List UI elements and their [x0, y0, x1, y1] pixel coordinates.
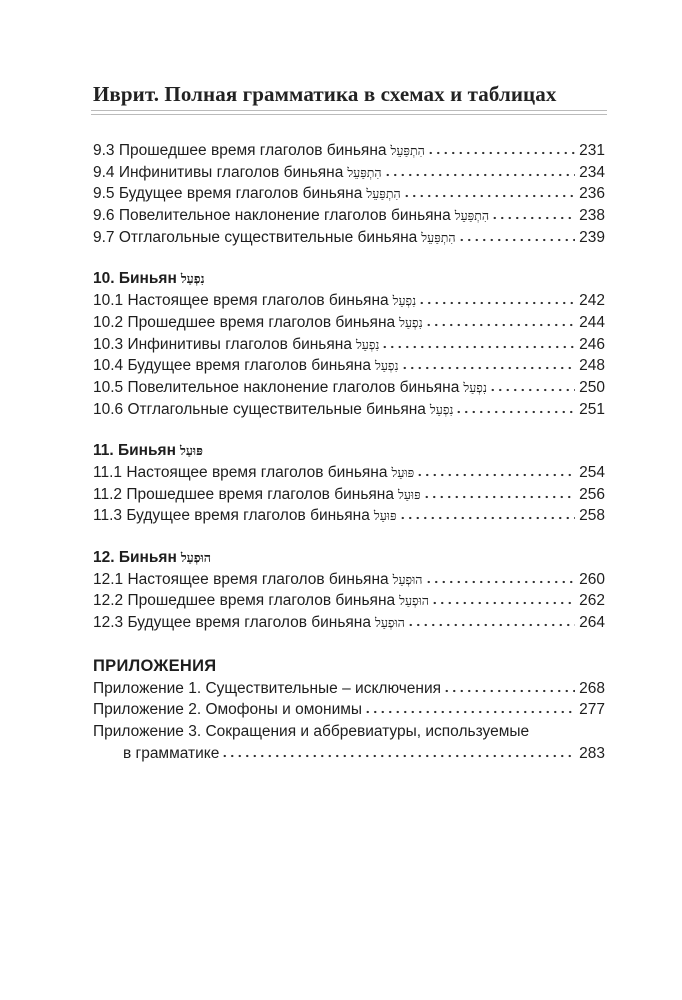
leader-dots [443, 685, 575, 693]
toc-entry-label: 9.4 Инфинитивы глаголов биньяна [93, 163, 344, 181]
toc-entry-label-wrap [93, 183, 401, 205]
leader-dots [364, 706, 575, 714]
toc-entry-page: 254 [579, 463, 605, 481]
toc-section [93, 654, 605, 765]
toc-entry-hebrew: נִפְעַל [429, 401, 454, 417]
section-heading [93, 654, 605, 678]
toc-entry[interactable] [93, 721, 605, 743]
toc-entry-label: Приложение 2. Омофоны и омонимы [93, 701, 363, 719]
leader-dots [416, 469, 575, 477]
toc-section [93, 268, 605, 420]
toc-entry-hebrew: הִתְפַּעֵל [366, 186, 401, 202]
toc-section [93, 140, 605, 248]
toc-entry-label: 9.7 Отглагольные существительные биньяна [93, 228, 418, 246]
toc-entry-label: 10.1 Настоящее время глаголов биньяна [93, 292, 389, 310]
toc-entry-hebrew: הוּפְעַל [375, 615, 405, 631]
toc-entry-page: 277 [579, 701, 605, 719]
toc-entry-page: 258 [579, 507, 605, 525]
toc-entry-label-wrap [93, 590, 429, 612]
toc-entry-page: 242 [579, 292, 605, 310]
section-heading [93, 440, 605, 462]
toc-entry-label: 12.3 Будущее время глаголов биньяна [93, 614, 371, 632]
toc-entry-label: 12.1 Настоящее время глаголов биньяна [93, 570, 389, 588]
toc-entry-page: 268 [579, 679, 605, 697]
toc-entry[interactable] [93, 334, 605, 356]
leader-dots [458, 234, 575, 242]
toc-entry-label: 11.2 Прошедшее время глаголов биньяна [93, 485, 394, 503]
toc-entry-label-wrap [93, 227, 456, 249]
toc-entry-hebrew: נִפְעַל [399, 314, 423, 330]
toc-entry-label: 10.2 Прошедшее время глаголов биньяна [93, 313, 396, 331]
leader-dots [401, 362, 575, 370]
toc-entry-label: Приложение 1. Существительные – исключения [93, 679, 442, 697]
toc-entry[interactable] [93, 290, 605, 312]
toc-entry-label-wrap [93, 569, 423, 591]
toc-entry-label: 9.3 Прошедшее время глаголов биньяна [93, 142, 387, 159]
toc-entry-page: 244 [579, 313, 605, 331]
toc-entry-page: 256 [579, 485, 605, 503]
toc-entry-label-wrap [93, 484, 421, 506]
toc-entry-label: 12.2 Прошедшее время глаголов биньяна [93, 592, 396, 610]
section-heading-hebrew: הוּפְעַל [180, 550, 211, 565]
toc-entry-hebrew: הִתְפַּעֵל [421, 229, 456, 245]
leader-dots [418, 297, 575, 305]
leader-dots [221, 750, 575, 758]
toc-entry[interactable] [93, 678, 605, 700]
toc-entry-label: 11.1 Настоящее время глаголов биньяна [93, 463, 388, 481]
toc-entry-label-wrap [93, 399, 453, 421]
section-heading [93, 268, 605, 290]
leader-dots [425, 576, 576, 584]
leader-dots [489, 384, 575, 392]
toc-entry-page: 260 [579, 570, 605, 588]
toc-entry-label-wrap [93, 743, 219, 765]
toc-entry[interactable] [93, 312, 605, 334]
toc-entry[interactable] [93, 399, 605, 421]
toc-entry-hebrew: נִפְעַל [355, 336, 380, 352]
leader-dots [431, 597, 575, 605]
toc-entry[interactable] [93, 612, 605, 634]
toc-entry-page: 264 [579, 614, 605, 632]
header-rule-top [91, 110, 607, 111]
toc-section [93, 440, 605, 527]
toc-entry-label-wrap [93, 312, 423, 334]
toc-entry[interactable] [93, 355, 605, 377]
leader-dots [427, 147, 575, 155]
section-heading-label: 12. Биньян [93, 549, 177, 566]
toc-entry[interactable] [93, 505, 605, 527]
toc-entry[interactable] [93, 699, 605, 721]
section-heading-label: ПРИЛОЖЕНИЯ [93, 656, 217, 675]
toc-entry[interactable] [93, 590, 605, 612]
leader-dots [403, 190, 575, 198]
toc-entry-hebrew: הִתְפַּעֵל [454, 208, 490, 224]
leader-dots [399, 512, 575, 520]
section-heading-hebrew: פּוּעַל [179, 443, 203, 459]
toc-entry-label: 11.3 Будущее время глаголов биньяна [93, 507, 370, 525]
section-heading-hebrew: נִפְעַל [180, 271, 205, 287]
leader-dots [455, 406, 575, 414]
toc-entry-label: 10.5 Повелительное наклонение глаголов биньяна [93, 378, 460, 396]
toc-entry[interactable] [93, 743, 605, 765]
toc-entry-hebrew: נִפְעַל [375, 358, 399, 374]
leader-dots [381, 341, 575, 349]
toc-entry-hebrew: הוּפְעַל [399, 593, 429, 609]
toc-entry-page: 236 [579, 185, 605, 203]
toc-entry-label: 9.5 Будущее время глаголов биньяна [93, 185, 363, 203]
toc-entry[interactable] [93, 162, 605, 184]
toc-entry-label-wrap [93, 290, 416, 312]
toc-entry-label: 9.6 Повелительное наклонение глаголов биньяна [93, 207, 451, 225]
toc-entry-label-wrap [93, 699, 362, 721]
toc-entry-label-wrap [93, 678, 441, 700]
toc-section [93, 547, 605, 634]
header-rule-bottom [91, 114, 607, 115]
toc-entry-hebrew: הִתְפַּעֵל [347, 164, 382, 180]
leader-dots [491, 212, 575, 220]
toc-entry-page: 246 [579, 335, 605, 353]
toc-entry[interactable] [93, 462, 605, 484]
running-header-title: Иврит. Полная грамматика в схемах и таблицах [93, 82, 557, 106]
toc-entry-label: Приложение 3. Сокращения и аббревиатуры, используемые [93, 723, 530, 741]
toc-entry-hebrew: פּוּעַל [373, 508, 397, 524]
section-heading [93, 547, 605, 569]
toc-entry-label: 10.3 Инфинитивы глаголов биньяна [93, 335, 352, 353]
toc-entry-page: 283 [579, 744, 605, 762]
toc-entry-hebrew: נִפְעַל [392, 293, 417, 309]
section-heading-label: 10. Биньян [93, 270, 177, 288]
toc-entry-label-wrap [93, 377, 487, 399]
toc-entry-hebrew: נִפְעַל [463, 379, 487, 395]
leader-dots [423, 491, 575, 499]
toc-entry-page: 239 [579, 228, 605, 246]
toc-entry-label-wrap [93, 612, 405, 634]
leader-dots [425, 319, 575, 327]
toc-entry-hebrew: פּוּעַל [391, 464, 415, 480]
toc-entry-label-wrap [93, 205, 489, 227]
toc-entry[interactable] [93, 227, 605, 249]
section-heading-label: 11. Биньян [93, 442, 176, 460]
toc-entry-page: 238 [579, 207, 605, 225]
toc-entry[interactable] [93, 205, 605, 227]
leader-dots [407, 619, 575, 627]
toc-entry-label-wrap [93, 505, 397, 527]
toc-entry-hebrew: הוּפְעַל [392, 571, 423, 587]
toc-entry-page: 234 [579, 163, 605, 181]
toc-entry-page: 250 [579, 378, 605, 396]
toc-entry-label-wrap [93, 334, 379, 356]
toc-entry-hebrew: פּוּעַל [397, 486, 421, 502]
table-of-contents [93, 140, 605, 785]
toc-entry-page: 262 [579, 592, 605, 610]
toc-entry-label: 10.6 Отглагольные существительные биньяна [93, 400, 426, 418]
toc-entry[interactable] [93, 183, 605, 205]
toc-entry-page: 231 [579, 142, 605, 159]
toc-entry-label-wrap [93, 140, 425, 162]
toc-entry[interactable] [93, 377, 605, 399]
toc-entry-label-wrap [93, 355, 399, 377]
toc-entry-label: 10.4 Будущее время глаголов биньяна [93, 357, 371, 375]
toc-entry[interactable] [93, 484, 605, 506]
toc-entry-page: 251 [579, 400, 605, 418]
toc-entry-page: 248 [579, 357, 605, 375]
toc-entry-label-wrap [93, 162, 382, 184]
toc-entry-hebrew: הִתְפַּעֵל [390, 143, 425, 158]
leader-dots [384, 169, 575, 177]
toc-entry[interactable] [93, 569, 605, 591]
toc-entry[interactable] [93, 140, 605, 162]
toc-entry-label-wrap [93, 721, 529, 743]
toc-entry-label: в грамматике [123, 744, 220, 762]
toc-entry-label-wrap [93, 462, 414, 484]
